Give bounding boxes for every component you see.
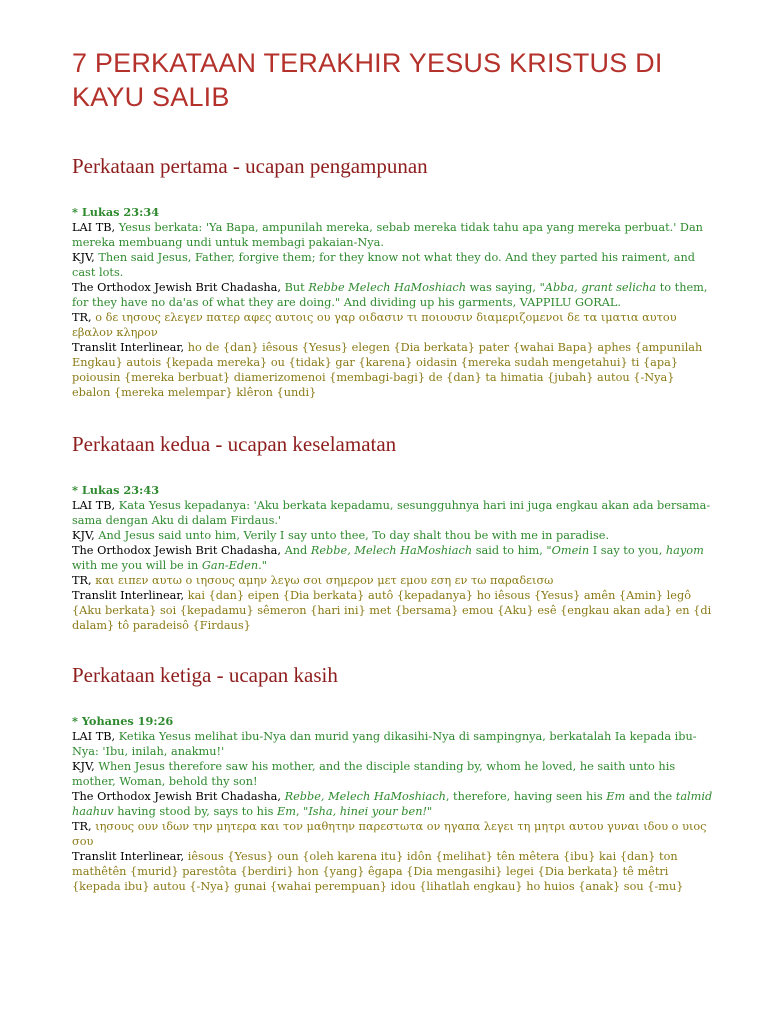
verse-reference: * Lukas 23:34: [72, 205, 160, 219]
translation-text: having stood by, says to his: [117, 805, 274, 818]
ojb-translation: [72, 543, 716, 573]
translation-text: Kata Yesus kepadanya: 'Aku berkata kepadamu, sesungguhnya hari ini juga engkau akan ada bersama-sama dengan Aku di dalam Firdaus.': [72, 499, 711, 527]
document-title: 7 PERKATAAN TERAKHIR YESUS KRISTUS DI KAYU SALIB: [72, 48, 663, 112]
lai-translation: [72, 498, 716, 528]
translation-text-italic: talmid haahuv: [72, 790, 713, 818]
translation-text: And Jesus said unto him, Verily I say unto thee, To day shalt thou be with me in paradise.: [98, 529, 610, 542]
translation-text-italic: Isha, hinei your ben!: [308, 805, 428, 818]
translation-text-italic: Abba, grant selicha: [544, 281, 657, 294]
tr-greek-text: [72, 573, 716, 588]
translation-text: with me you will be in: [72, 559, 199, 572]
translation-text: But: [284, 281, 305, 294]
translation-label: Translit Interlinear,: [72, 589, 185, 602]
translation-text: said to him, ": [475, 544, 552, 557]
verse-reference: * Yohanes 19:26: [72, 714, 174, 728]
translation-text-italic: Em: [276, 805, 296, 818]
verse-block: [72, 483, 716, 633]
interlinear-text: iêsous {Yesus} oun {oleh karena itu} idôn {melihat} tên mêtera {ibu} kai {dan} ton mathêtên {murid} parestôta {berdiri} hon {yang} êgapa {Dia mengasihi} legei {Dia berkata} tê mêtri {kepada ibu} autou {-Nya} gunai {wahai perempuan} idou {lihatlah engkau} ho huios {anak} sou {-mu}: [72, 850, 684, 893]
translit-interlinear: [72, 588, 716, 633]
translit-interlinear: [72, 849, 716, 894]
translation-text: .": [258, 559, 267, 572]
translation-label: The Orthodox Jewish Brit Chadasha,: [72, 544, 281, 557]
interlinear-text: ho de {dan} iêsous {Yesus} elegen {Dia berkata} pater {wahai Bapa} aphes {ampunilah Engkau} autois {kepada mereka} ou {tidak} gar {karena} oidasin {mereka sudah mengetahui} ti {apa} poiousin {mereka berbuat} diamerizomenoi {membagi-bagi} de {dan} ta himatia {jubah} autou {-Nya} ebalon {mereka melempar} klêron {undi}: [72, 341, 703, 399]
section-heading: Perkataan pertama - ucapan pengampunan: [72, 154, 428, 178]
translation-text: And: [284, 544, 308, 557]
translation-label: TR,: [72, 574, 92, 587]
kjv-translation: [72, 250, 716, 280]
translation-label: KJV,: [72, 529, 95, 542]
section-heading: Perkataan kedua - ucapan keselamatan: [72, 432, 397, 456]
verse-block: [72, 714, 716, 894]
translation-text: Yesus berkata: 'Ya Bapa, ampunilah mereka, sebab mereka tidak tahu apa yang mereka perbuat.' Dan mereka membuang undi untuk membagi pakaian-Nya.: [72, 221, 703, 249]
translation-text: Then said Jesus, Father, forgive them; for they know not what they do. And they parted his raiment, and cast lots.: [72, 251, 696, 279]
translation-label: KJV,: [72, 760, 95, 773]
translation-label: KJV,: [72, 251, 95, 264]
section-heading: Perkataan ketiga - ucapan kasih: [72, 663, 338, 687]
translation-text: and the: [628, 790, 673, 803]
greek-text: ο δε ιησους ελεγεν πατερ αφες αυτοις ου γαρ οιδασιν τι ποιουσιν διαμεριζομενοι δε τα ιματια αυτου εβαλον κληρον: [72, 311, 677, 339]
verse-block: [72, 205, 716, 400]
translation-text-italic: Rebbe, Melech HaMoshiach: [310, 544, 473, 557]
translation-text-italic: Rebbe, Melech HaMoshiach: [284, 790, 446, 803]
translation-label: TR,: [72, 820, 92, 833]
greek-text: και ειπεν αυτω ο ιησους αμην λεγω σοι σημερον μετ εμου εση εν τω παραδεισω: [95, 574, 554, 587]
translit-interlinear: [72, 340, 716, 400]
translation-text-italic: Gan-Eden: [201, 559, 259, 572]
section-perkataan-kedua: [72, 431, 716, 633]
greek-text: ιησους ουν ιδων την μητερα και τον μαθητην παρεστωτα ον ηγαπα λεγει τη μητρι αυτου γυναι ιδου ο υιος σου: [72, 820, 707, 848]
translation-text: Ketika Yesus melihat ibu-Nya dan murid yang dikasihi-Nya di sampingnya, berkatalah Ia kepada ibu-Nya: 'Ibu, inilah, anakmu!': [72, 730, 697, 758]
translation-label: Translit Interlinear,: [72, 850, 185, 863]
translation-text: to them, for they have no da'as of what they are doing." And dividing up his garments, VAPPILU GORAL.: [72, 281, 708, 309]
translation-text-italic: Rebbe Melech HaMoshiach: [308, 281, 466, 294]
section-perkataan-pertama: [72, 153, 716, 400]
translation-label: LAI TB,: [72, 499, 116, 512]
translation-text: was saying, ": [469, 281, 545, 294]
lai-translation: [72, 729, 716, 759]
translation-text-italic: Em: [606, 790, 626, 803]
verse-reference: * Lukas 23:43: [72, 483, 160, 497]
kjv-translation: [72, 759, 716, 789]
translation-text: , therefore, having seen his: [445, 790, 603, 803]
ojb-translation: [72, 789, 716, 819]
translation-text: I say to you,: [592, 544, 663, 557]
translation-text: ": [427, 805, 433, 818]
kjv-translation: [72, 528, 716, 543]
section-perkataan-ketiga: [72, 662, 716, 894]
translation-label: LAI TB,: [72, 730, 116, 743]
translation-label: The Orthodox Jewish Brit Chadasha,: [72, 281, 281, 294]
tr-greek-text: [72, 819, 716, 849]
translation-text: , ": [295, 805, 309, 818]
translation-label: TR,: [72, 311, 92, 324]
translation-text-italic: Omein: [551, 544, 590, 557]
tr-greek-text: [72, 310, 716, 340]
interlinear-text: kai {dan} eipen {Dia berkata} autô {kepadanya} ho iêsous {Yesus} amên {Amin} legô {Aku berkata} soi {kepadamu} sêmeron {hari ini} met {bersama} emou {Aku} esê {engkau akan ada} en {di dalam} tô paradeisô {Firdaus}: [72, 589, 712, 632]
translation-text: When Jesus therefore saw his mother, and the disciple standing by, whom he loved, he saith unto his mother, Woman, behold thy son!: [72, 760, 676, 788]
translation-label: Translit Interlinear,: [72, 341, 185, 354]
lai-translation: [72, 220, 716, 250]
translation-text-italic: hayom: [665, 544, 704, 557]
translation-label: LAI TB,: [72, 221, 116, 234]
ojb-translation: [72, 280, 716, 310]
translation-label: The Orthodox Jewish Brit Chadasha,: [72, 790, 281, 803]
